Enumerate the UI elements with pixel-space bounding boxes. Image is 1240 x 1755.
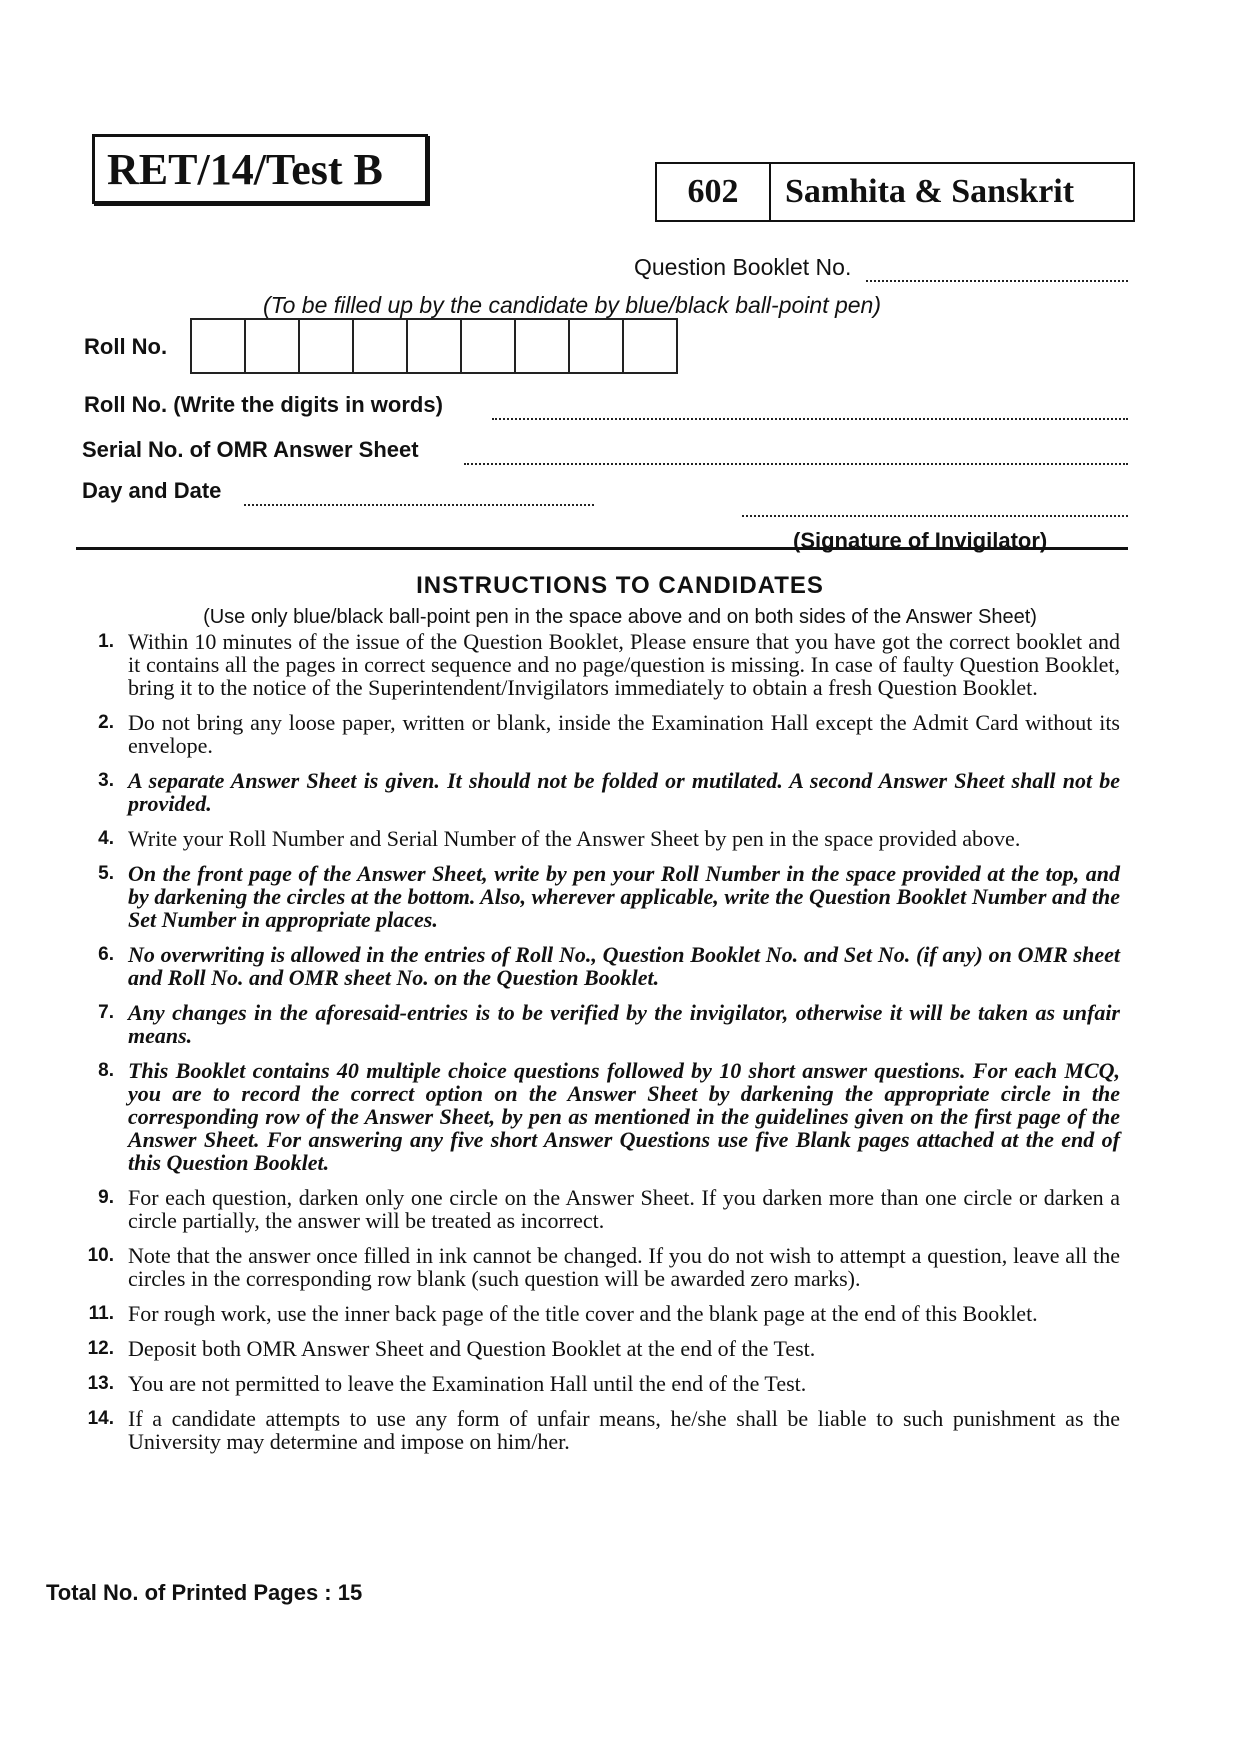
fill-note: (To be filled up by the candidate by blue/black ball-point pen) [263, 292, 882, 318]
instruction-text: On the front page of the Answer Sheet, write by pen your Roll Number in the space provided at the top, and by darkening the circles at the bottom. Also, wherever applicable, write the Question Booklet Number and the Set Number in appropriate places. [128, 861, 1120, 932]
signature-label: (Signature of Invigilator) [793, 528, 1048, 553]
roll-words-label: Roll No. (Write the digits in words) [84, 392, 443, 417]
instruction-text: If a candidate attempts to use any form of unfair means, he/she shall be liable to such punishment as the University may determine and impose on him/her. [128, 1406, 1120, 1454]
instruction-number: 10. [87, 1245, 114, 1266]
instruction-item [62, 943, 1120, 989]
instruction-item [62, 1337, 1120, 1360]
instruction-number: 5. [98, 863, 114, 884]
instruction-text: Note that the answer once filled in ink cannot be changed. If you do not wish to attempt a question, leave all the circles in the corresponding row blank (such question will be awarded zero marks). [128, 1243, 1120, 1291]
instruction-text: Do not bring any loose paper, written or blank, inside the Examination Hall except the Admit Card without its envelope. [128, 710, 1120, 758]
instruction-item [62, 1001, 1120, 1047]
question-booklet-field[interactable] [866, 280, 1128, 282]
day-date-field[interactable] [244, 504, 594, 506]
instruction-item [62, 1302, 1120, 1325]
instruction-text: No overwriting is allowed in the entries of Roll No., Question Booklet No. and Set No. (if any) on OMR sheet and Roll No. and OMR sheet No. on the Question Booklet. [128, 942, 1120, 990]
subject-name: Samhita & Sanskrit [785, 173, 1075, 210]
question-booklet-label: Question Booklet No. [634, 254, 852, 280]
instruction-number: 8. [98, 1060, 114, 1081]
subject-box [655, 162, 1135, 222]
roll-no-box[interactable] [190, 318, 246, 374]
instruction-number: 11. [88, 1303, 114, 1324]
roll-no-label: Roll No. [84, 334, 168, 359]
roll-no-box[interactable] [514, 318, 570, 374]
instruction-text: A separate Answer Sheet is given. It should not be folded or mutilated. A second Answer Sheet shall not be provided. [128, 768, 1120, 816]
roll-no-box[interactable] [568, 318, 624, 374]
instruction-number: 2. [98, 712, 114, 733]
instructions-subtitle: (Use only blue/black ball-point pen in the space above and on both sides of the Answer Sheet) [203, 606, 1037, 628]
instruction-number: 4. [98, 828, 114, 849]
instruction-item [62, 1186, 1120, 1232]
test-code-box [92, 134, 428, 204]
roll-no-box[interactable] [622, 318, 678, 374]
instruction-item [62, 827, 1120, 850]
test-code: RET/14/Test B [107, 144, 383, 194]
instruction-item [62, 1244, 1120, 1290]
instruction-text: Within 10 minutes of the issue of the Question Booklet, Please ensure that you have got the correct booklet and it contains all the pages in correct sequence and no page/question is missing. In case of faulty Question Booklet, bring it to the notice of the Superintendent/Invigilators immediately to obtain a fresh Question Booklet. [128, 629, 1120, 700]
instruction-number: 7. [98, 1002, 114, 1023]
instruction-number: 13. [87, 1373, 114, 1394]
total-pages: Total No. of Printed Pages : 15 [46, 1580, 363, 1605]
instructions-list [62, 630, 1120, 1465]
instruction-item [62, 862, 1120, 931]
instruction-number: 1. [98, 631, 114, 652]
roll-words-field[interactable] [492, 418, 1128, 420]
instruction-item [62, 769, 1120, 815]
subject-code: 602 [657, 164, 771, 220]
roll-no-grid [190, 318, 678, 374]
instructions-title: INSTRUCTIONS TO CANDIDATES [416, 572, 824, 599]
roll-no-box[interactable] [244, 318, 300, 374]
omr-serial-field[interactable] [464, 463, 1128, 465]
signature-field[interactable] [742, 515, 1128, 517]
instruction-item [62, 711, 1120, 757]
instruction-text: For each question, darken only one circle on the Answer Sheet. If you darken more than one circle or darken a circle partially, the answer will be treated as incorrect. [128, 1185, 1120, 1233]
instruction-text: You are not permitted to leave the Examination Hall until the end of the Test. [128, 1371, 807, 1396]
divider [76, 547, 1128, 550]
instruction-number: 12. [87, 1338, 114, 1359]
instruction-item [62, 1059, 1120, 1174]
instruction-number: 3. [98, 770, 114, 791]
roll-no-box[interactable] [352, 318, 408, 374]
instruction-item [62, 1372, 1120, 1395]
instruction-item [62, 1407, 1120, 1453]
omr-serial-label: Serial No. of OMR Answer Sheet [82, 437, 419, 462]
instruction-text: Any changes in the aforesaid-entries is to be verified by the invigilator, otherwise it will be taken as unfair means. [128, 1000, 1120, 1048]
roll-no-box[interactable] [460, 318, 516, 374]
instruction-text: Deposit both OMR Answer Sheet and Question Booklet at the end of the Test. [128, 1336, 816, 1361]
instruction-item [62, 630, 1120, 699]
instruction-number: 14. [87, 1408, 114, 1429]
roll-no-box[interactable] [298, 318, 354, 374]
instruction-number: 9. [98, 1187, 114, 1208]
roll-no-box[interactable] [406, 318, 462, 374]
instruction-text: Write your Roll Number and Serial Number of the Answer Sheet by pen in the space provided above. [128, 826, 1021, 851]
day-date-label: Day and Date [82, 478, 222, 503]
instruction-text: This Booklet contains 40 multiple choice questions followed by 10 short answer questions. For each MCQ, you are to record the correct option on the Answer Sheet by darkening the appropriate circle in the corresponding row of the Answer Sheet, by pen as mentioned in the guidelines given on the first page of the Answer Sheet. For answering any five short Answer Questions use five Blank pages attached at the end of this Question Booklet. [128, 1058, 1120, 1175]
instruction-number: 6. [98, 944, 114, 965]
instruction-text: For rough work, use the inner back page of the title cover and the blank page at the end of this Booklet. [128, 1301, 1038, 1326]
